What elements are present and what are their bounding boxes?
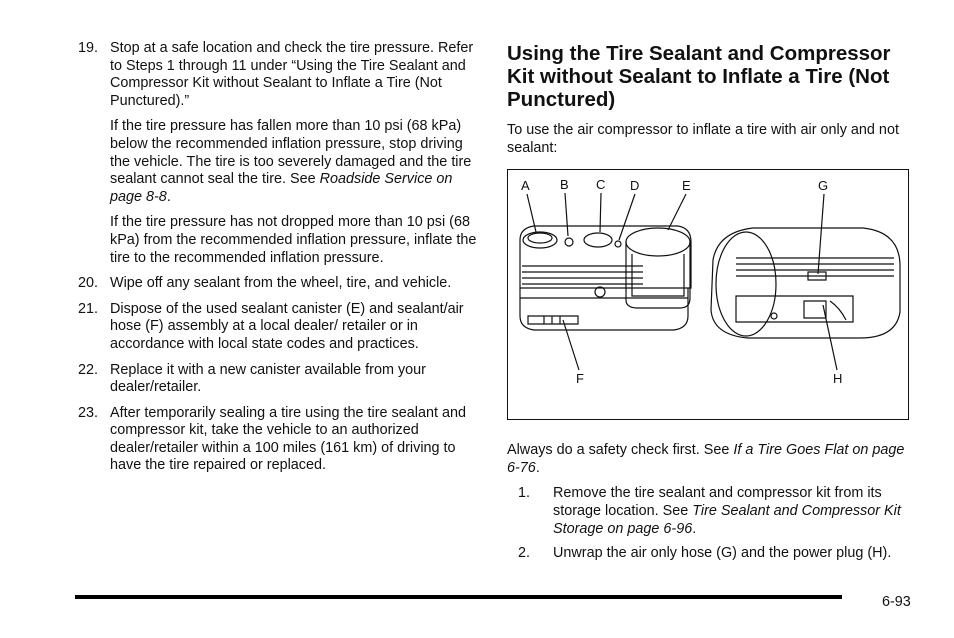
intro-text: To use the air compressor to inflate a tire with air only and not sealant: [507,122,899,156]
sub-step-1: 1. Remove the tire sealant and compressor kit from its storage location. See Tire Sealant and Compressor Kit Storage on page 6-96. [518,485,901,537]
step-text: If the tire pressure has fallen more than 10 psi (68 kPa) below the recommended inflation pressure, stop driving the vehicle. The tire is too severely damaged and the tire sealant cannot seal the tire. See Roadside Service on page 8-8. [110,118,472,205]
step-text: Remove the tire sealant and compressor kit from its storage location. See [553,485,882,519]
safety-text: Always do a safety check first. See If a Tire Goes Flat on page 6-76. [507,442,905,476]
section-heading: Using the Tire Sealant and Compressor Kit without Sealant to Inflate a Tire (Not Punctured) [507,42,891,111]
step-number: 22. [78,361,99,378]
step-number: 21. [78,300,99,317]
label-e: E [682,178,691,194]
left-column [78,40,478,483]
step-number: 1. [518,485,531,502]
step-22 [78,362,478,397]
step-text: Dispose of the used sealant canister (E) and sealant/air hose (F) assembly at a local dealer/ retailer or in accordance with local state codes and practices. [110,300,464,352]
compressor-kit-figure [507,169,909,420]
step-text: Unwrap the air only hose (G) and the power plug (H). [553,545,892,562]
right-column [507,40,917,570]
step-number: 2. [518,545,531,562]
step-text: Wipe off any sealant from the wheel, tire, and vehicle. [110,275,452,292]
label-b: B [560,177,569,193]
footer-rule [75,595,842,599]
sub-step-2 [518,545,917,563]
step-number: 19. [78,40,99,56]
page-number: 6-93 [882,594,911,610]
label-h: H [833,371,843,387]
step-text: Replace it with a new canister available from your dealer/retailer. [110,361,426,396]
label-d: D [630,178,640,194]
cross-reference-link[interactable]: If a Tire Goes Flat on page 6-76 [507,442,905,476]
step-text: Stop at a safe location and check the tire pressure. Refer to Steps 1 through 11 under “Using the Tire Sealant and Compressor Kit without Sealant to Inflate a Tire (Not Punctured).” [110,40,474,109]
step-number: 23. [78,404,99,421]
cross-reference-link[interactable]: Tire Sealant and Compressor Kit Storage on page 6-96 [553,502,901,537]
step-21 [78,301,478,354]
step-text: After temporarily sealing a tire using the tire sealant and compressor kit, take the vehicle to an authorized dealer/retailer within a 100 miles (161 km) of driving to have the tire repaired or replaced. [110,404,466,474]
label-g: G [818,178,829,194]
cross-reference-link[interactable]: Roadside Service on page 8-8 [110,171,453,205]
step-23 [78,405,478,475]
compressor-kit-illustration [508,170,908,419]
step-text: If the tire pressure has not dropped more than 10 psi (68 kPa) from the recommended inflation pressure, inflate the tire to the recommended inflation pressure. [110,214,477,266]
label-a: A [521,178,530,194]
step-19 [78,40,478,267]
step-number: 20. [78,275,99,292]
step-20 [78,275,478,293]
label-c: C [596,177,606,193]
label-f: F [576,371,584,387]
